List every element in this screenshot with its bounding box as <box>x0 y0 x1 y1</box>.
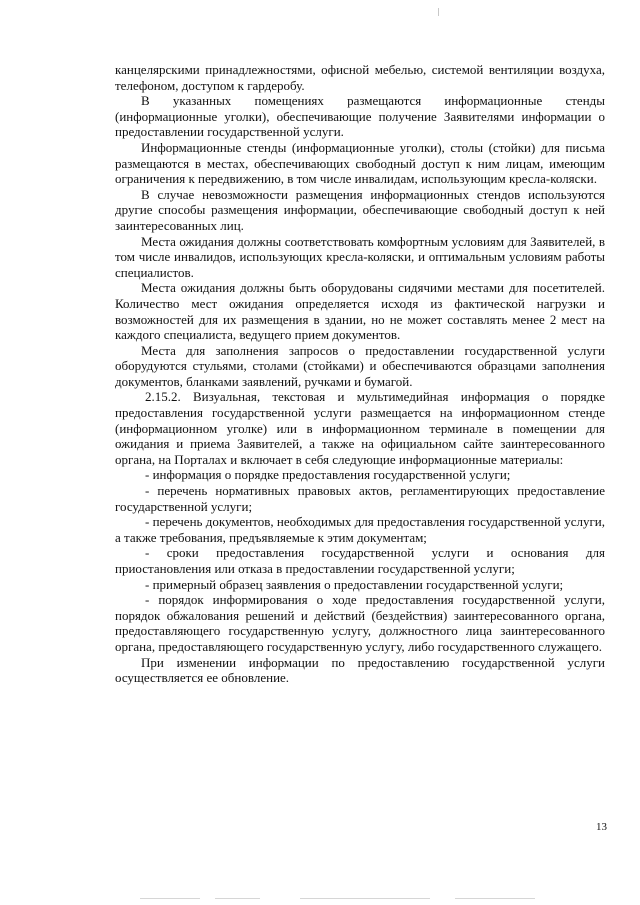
scan-mark <box>438 8 439 16</box>
paragraph: Места ожидания должны быть оборудованы сидячими местами для посетителей. Количество мест ожидания определяется исходя из фактической нагрузки и возможностей для их размещения в здании, но не может составлять менее 2 мест на каждого специалиста, ведущего прием документов. <box>115 280 605 343</box>
document-body <box>115 62 605 686</box>
paragraph: При изменении информации по предоставлению государственной услуги осуществляется ее обновление. <box>115 654 605 686</box>
page-number: 13 <box>596 821 607 833</box>
paragraph: канцелярскими принадлежностями, офисной мебелью, системой вентиляции воздуха, телефоном, доступом к гардеробу. <box>115 62 605 93</box>
paragraph: Места для заполнения запросов о предоставлении государственной услуги оборудуются стульями, столами (стойками) и обеспечиваются образцами заполнения документов, бланками заявлений, ручками и бумагой. <box>115 342 605 389</box>
list-item: - сроки предоставления государственной услуги и основания для приостановления или отказа в предоставлении государственной услуги; <box>115 545 605 576</box>
list-item: - перечень документов, необходимых для предоставления государственной услуги, а также требования, предъявляемые к этим документам; <box>115 514 605 545</box>
paragraph: Информационные стенды (информационные уголки), столы (стойки) для письма размещаются в местах, обеспечивающих свободный доступ к ним лицам, имеющим ограничения к передвижению, в том числе инвалидам, использующим кресла-коляски. <box>115 139 605 187</box>
scan-artifact <box>0 880 640 905</box>
list-item: - перечень нормативных правовых актов, регламентирующих предоставление государственной услуги; <box>115 483 605 514</box>
list-item: - информация о порядке предоставления государственной услуги; <box>145 467 511 483</box>
list-item: - примерный образец заявления о предоставлении государственной услуги; <box>145 576 564 592</box>
paragraph-section-2-15-2: 2.15.2. Визуальная, текстовая и мультимедийная информация о порядке предоставления государственной услуги размещается на информационном стенде (информационном уголке) или в информационном терминале в помещении для ожидания и приема Заявителей, а также на официальном сайте заинтересованного органа, на Порталах и включает в себя следующие информационные материалы: <box>115 389 605 467</box>
list-item: - порядок информирования о ходе предоставления государственной услуги, порядок обжалования решений и действий (бездействия) заинтересованного органа, предоставляющего государственную услугу, должностного лица заинтересованного органа, предоставляющего государственную услугу, либо государственного служащего. <box>115 592 605 654</box>
paragraph: В указанных помещениях размещаются информационные стенды (информационные уголки), обеспечивающие получение Заявителями информации о предоставлении государственной услуги. <box>115 93 605 140</box>
paragraph: В случае невозможности размещения информационных стендов используются другие способы размещения информации, обеспечивающие свободный доступ к ней заинтересованных лиц. <box>115 186 605 233</box>
paragraph: Места ожидания должны соответствовать комфортным условиям для Заявителей, в том числе инвалидов, использующих кресла-коляски, и оптимальным условиям работы специалистов. <box>115 233 605 280</box>
